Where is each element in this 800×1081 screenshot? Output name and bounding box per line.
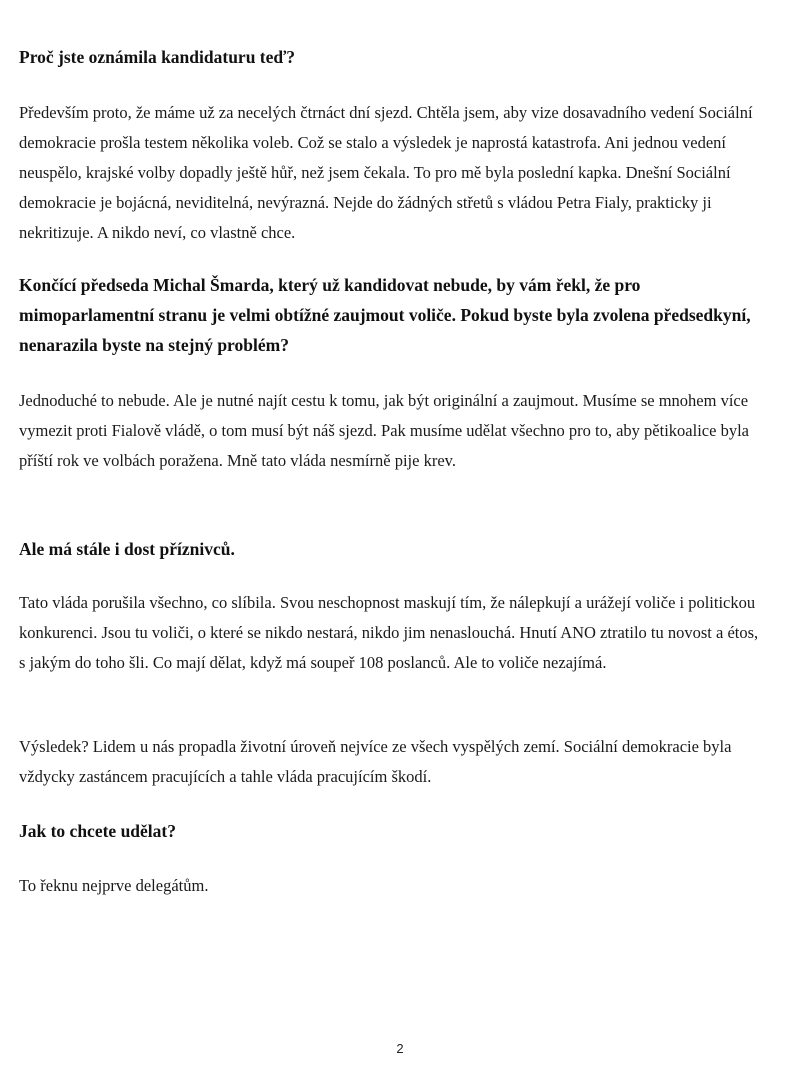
answer-paragraph: Jednoduché to nebude. Ale je nutné najít cestu k tomu, jak být originální a zaujmout. Musíme se mnohem více vymezit proti Fialově vládě, o tom musí být náš sjezd. Pak musíme udělat všechno pro to, aby pětikoalice byla příští rok ve volbách poražena. Mně tato vláda nesmírně pije krev. — [19, 391, 749, 470]
page-number: 2 — [396, 1041, 404, 1056]
question-heading: Jak to chcete udělat? — [19, 821, 176, 841]
question-heading: Proč jste oznámila kandidaturu teď? — [19, 47, 295, 67]
answer-paragraph: To řeknu nejprve delegátům. — [19, 876, 209, 895]
question-heading: Končící předseda Michal Šmarda, který už kandidovat nebude, by vám řekl, že pro mimoparlamentní stranu je velmi obtížné zaujmout voliče. Pokud byste byla zvolena předsedkyní, nenarazila byste na stejný problém? — [19, 275, 751, 355]
answer-paragraph: Především proto, že máme už za necelých čtrnáct dní sjezd. Chtěla jsem, aby vize dosavadního vedení Sociální demokracie prošla testem několika voleb. Což se stalo a výsledek je naprostá katastrofa. Ani jednou vedení neuspělo, krajské volby dopadly ještě hůř, než jsem čekala. To pro mě byla poslední kapka. Dnešní Sociální demokracie je bojácná, neviditelná, nevýrazná. Nejde do žádných střetů s vládou Petra Fialy, prakticky ji nekritizuje. A nikdo neví, co vlastně chce. — [19, 103, 753, 242]
answer-paragraph: Tato vláda porušila všechno, co slíbila. Svou neschopnost maskují tím, že nálepkují a urážejí voliče i politickou konkurenci. Jsou tu voliči, o které se nikdo nestará, nikdo jim nenaslouchá. Hnutí ANO ztratilo tu novost a étos, s jakým do toho šli. Co mají dělat, když má soupeř 108 poslanců. Ale to voliče nezajímá. — [19, 593, 759, 672]
answer-paragraph: Výsledek? Lidem u nás propadla životní úroveň nejvíce ze všech vyspělých zemí. Sociální demokracie byla vždycky zastáncem pracujících a tahle vláda pracujícím škodí. — [19, 737, 732, 786]
question-heading: Ale má stále i dost příznivců. — [19, 539, 235, 559]
